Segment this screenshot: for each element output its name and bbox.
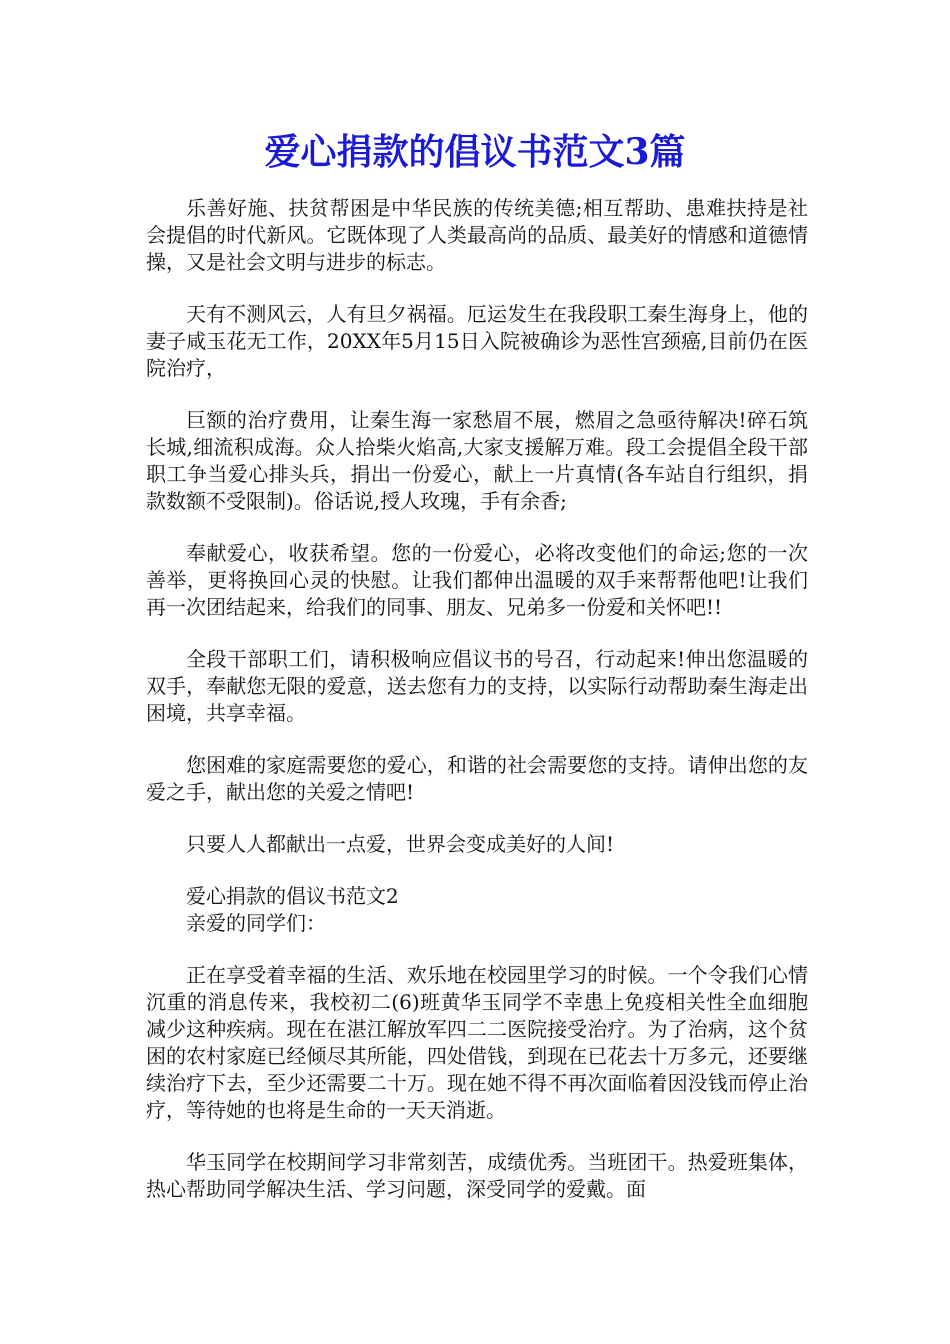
salutation: 亲爱的同学们： xyxy=(186,911,326,935)
paragraph-call-to-action: 全段干部职工们，请积极响应倡议书的号召，行动起来!伸出您温暖的双手，奉献您无限的爱意，送去您有力的支持，以实际行动帮助秦生海走出困境，共享幸福。 xyxy=(146,647,808,725)
paragraph-intro: 乐善好施、扶贫帮困是中华民族的传统美德;相互帮助、患难扶持是社会提倡的时代新风。它既体现了人类最高尚的品质、最美好的情感和道德情操，又是社会文明与进步的标志。 xyxy=(146,196,808,274)
document-body xyxy=(146,195,808,1203)
document-title: 爱心捐款的倡议书范文3篇 xyxy=(264,131,686,173)
paragraph-closing: 只要人人都献出一点爱，世界会变成美好的人间! xyxy=(186,832,615,856)
paragraph-hope: 奉献爱心，收获希望。您的一份爱心，必将改变他们的命运;您的一次善举，更将换回心灵的快慰。让我们都伸出温暖的双手来帮帮他吧!让我们再一次团结起来，给我们的同事、朋友、兄弟多一份爱和关怀吧!! xyxy=(146,541,808,619)
paragraph-incident: 天有不测风云，人有旦夕祸福。厄运发生在我段职工秦生海身上，他的妻子咸玉花无工作，20XX年5月15日入院被确诊为恶性宫颈癌,目前仍在医院治疗， xyxy=(146,302,808,380)
paragraph-student-illness: 正在享受着幸福的生活、欢乐地在校园里学习的时候。一个令我们心情沉重的消息传来，我校初二(6)班黄华玉同学不幸患上免疫相关性全血细胞减少这种疾病。现在在湛江解放军四二二医院接受治疗。为了治病，这个贫困的农村家庭已经倾尽其所能，四处借钱，到现在已花去十万多元，还要继续治疗下去，至少还需要二十万。现在她不得不再次面临着因没钱而停止治疗，等待她的也将是生命的一天天消逝。 xyxy=(146,963,808,1122)
paragraph-appeal: 巨额的治疗费用，让秦生海一家愁眉不展，燃眉之急亟待解决!碎石筑长城,细流积成海。众人拾柴火焰高,大家支援解万难。段工会提倡全段干部职工争当爱心排头兵，捐出一份爱心，献上一片真情(各车站自行组织，捐款数额不受限制)。俗话说,授人玫瑰，手有余香; xyxy=(146,408,808,513)
paragraph-support: 您困难的家庭需要您的爱心，和谐的社会需要您的支持。请伸出您的友爱之手，献出您的关爱之情吧! xyxy=(146,753,808,804)
paragraph-student-profile: 华玉同学在校期间学习非常刻苦，成绩优秀。当班团干。热爱班集体，热心帮助同学解决生活、学习问题，深受同学的爱戴。面 xyxy=(146,1150,808,1201)
section-heading-2: 爱心捐款的倡议书范文2 xyxy=(186,884,399,908)
